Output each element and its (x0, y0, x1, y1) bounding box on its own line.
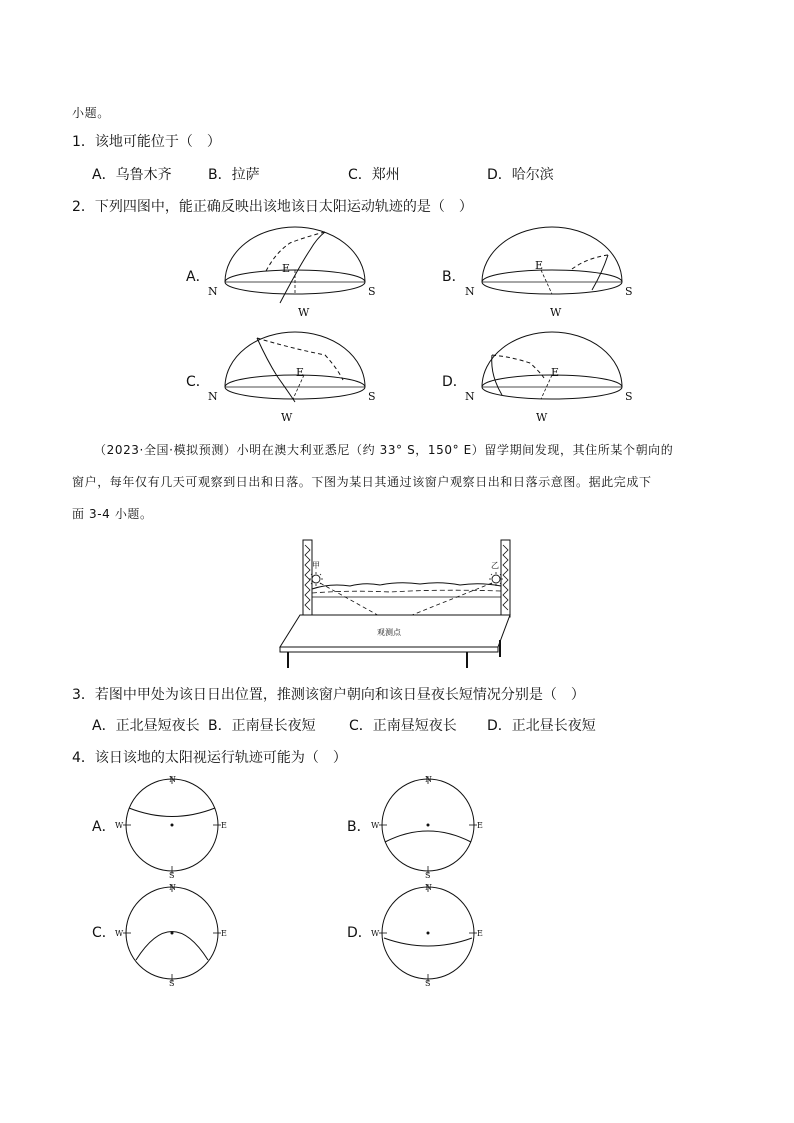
dir-n-label: N (169, 883, 176, 892)
dir-s-label: S (368, 390, 376, 403)
q4-option-b-diagram[interactable] (368, 770, 488, 880)
passage-line-3: 面 3-4 小题。 (72, 507, 153, 521)
dir-e-label: E (477, 821, 483, 830)
dir-e-label: E (221, 821, 227, 830)
q2-option-a-diagram[interactable] (205, 225, 385, 325)
q2-option-c-label[interactable]: C． (186, 374, 210, 390)
dir-n-label: N (208, 285, 218, 298)
dir-s-label: S (625, 285, 633, 298)
passage-line-2: 窗户，每年仅有几天可观察到日出和日落。下图为某日其通过该窗户观察日出和日落示意图。据此完成下 (72, 475, 652, 489)
dir-w-label: W (371, 821, 380, 830)
intro-tail: 小题。 (72, 106, 110, 120)
dir-e-label: E (535, 259, 544, 272)
dir-n-label: N (465, 285, 475, 298)
q3-option-c[interactable]: C．正南昼短夜长 (349, 718, 457, 734)
dir-n-label: N (208, 390, 218, 403)
q2-option-d-label[interactable]: D． (442, 374, 467, 390)
q2-option-b-label[interactable]: B． (442, 269, 466, 285)
dir-s-label: S (425, 871, 431, 880)
q4-option-a-diagram[interactable] (112, 770, 232, 880)
dir-s-label: S (368, 285, 376, 298)
dir-n-label: N (425, 883, 432, 892)
q4-option-a-label[interactable]: A． (92, 819, 116, 835)
q2-option-b-diagram[interactable] (462, 225, 642, 325)
q1-option-d[interactable]: D．哈尔滨 (487, 167, 554, 183)
q2-option-c-diagram[interactable] (205, 330, 385, 430)
q2-stem: 2．下列四图中，能正确反映出该地该日太阳运动轨迹的是（ ） (72, 199, 473, 215)
q1-option-b[interactable]: B．拉萨 (208, 167, 260, 183)
q1-option-a[interactable]: A．乌鲁木齐 (92, 167, 172, 183)
dir-w-label: W (115, 821, 124, 830)
q1-option-c[interactable]: C．郑州 (348, 167, 400, 183)
dir-s-label: S (425, 979, 431, 988)
passage-line-1: （2023·全国·模拟预测）小明在澳大利亚悉尼（约 33° S，150° E）留学期间发现，其住所某个朝向的 (94, 443, 674, 457)
q4-option-b-label[interactable]: B． (347, 819, 371, 835)
sun-left-label: 甲 (312, 561, 320, 570)
q4-option-c-label[interactable]: C． (92, 925, 116, 941)
dir-w-label: W (371, 929, 380, 938)
dir-n-label: N (465, 390, 475, 403)
dir-s-label: S (169, 871, 175, 880)
dir-e-label: E (221, 929, 227, 938)
observation-point-label: 观测点 (377, 628, 401, 637)
dir-s-label: S (625, 390, 633, 403)
q4-option-c-diagram[interactable] (112, 878, 232, 988)
q4-option-d-diagram[interactable] (368, 878, 488, 988)
dir-e-label: E (477, 929, 483, 938)
q4-option-d-label[interactable]: D． (347, 925, 372, 941)
dir-w-label: W (115, 929, 124, 938)
dir-n-label: N (425, 775, 432, 784)
q3-option-b[interactable]: B．正南昼长夜短 (208, 718, 316, 734)
dir-n-label: N (169, 775, 176, 784)
q4-stem: 4．该日该地的太阳视运行轨迹可能为（ ） (72, 750, 347, 766)
q3-stem: 3．若图中甲处为该日日出位置，推测该窗户朝向和该日昼夜长短情况分别是（ ） (72, 687, 585, 703)
q1-stem: 1．该地可能位于（ ） (72, 134, 221, 150)
dir-e-label: E (296, 366, 305, 379)
dir-s-label: S (169, 979, 175, 988)
dir-w-label: W (550, 306, 562, 319)
window-observation-diagram (270, 535, 520, 675)
q3-option-a[interactable]: A．正北昼短夜长 (92, 718, 200, 734)
dir-e-label: E (551, 366, 560, 379)
dir-w-label: W (298, 306, 310, 319)
sun-right-label: 乙 (491, 561, 499, 570)
q3-option-d[interactable]: D．正北昼长夜短 (487, 718, 596, 734)
q2-option-a-label[interactable]: A． (186, 269, 210, 285)
dir-e-label: E (282, 262, 291, 275)
q2-option-d-diagram[interactable] (462, 330, 642, 430)
dir-w-label: W (281, 411, 293, 424)
dir-w-label: W (536, 411, 548, 424)
